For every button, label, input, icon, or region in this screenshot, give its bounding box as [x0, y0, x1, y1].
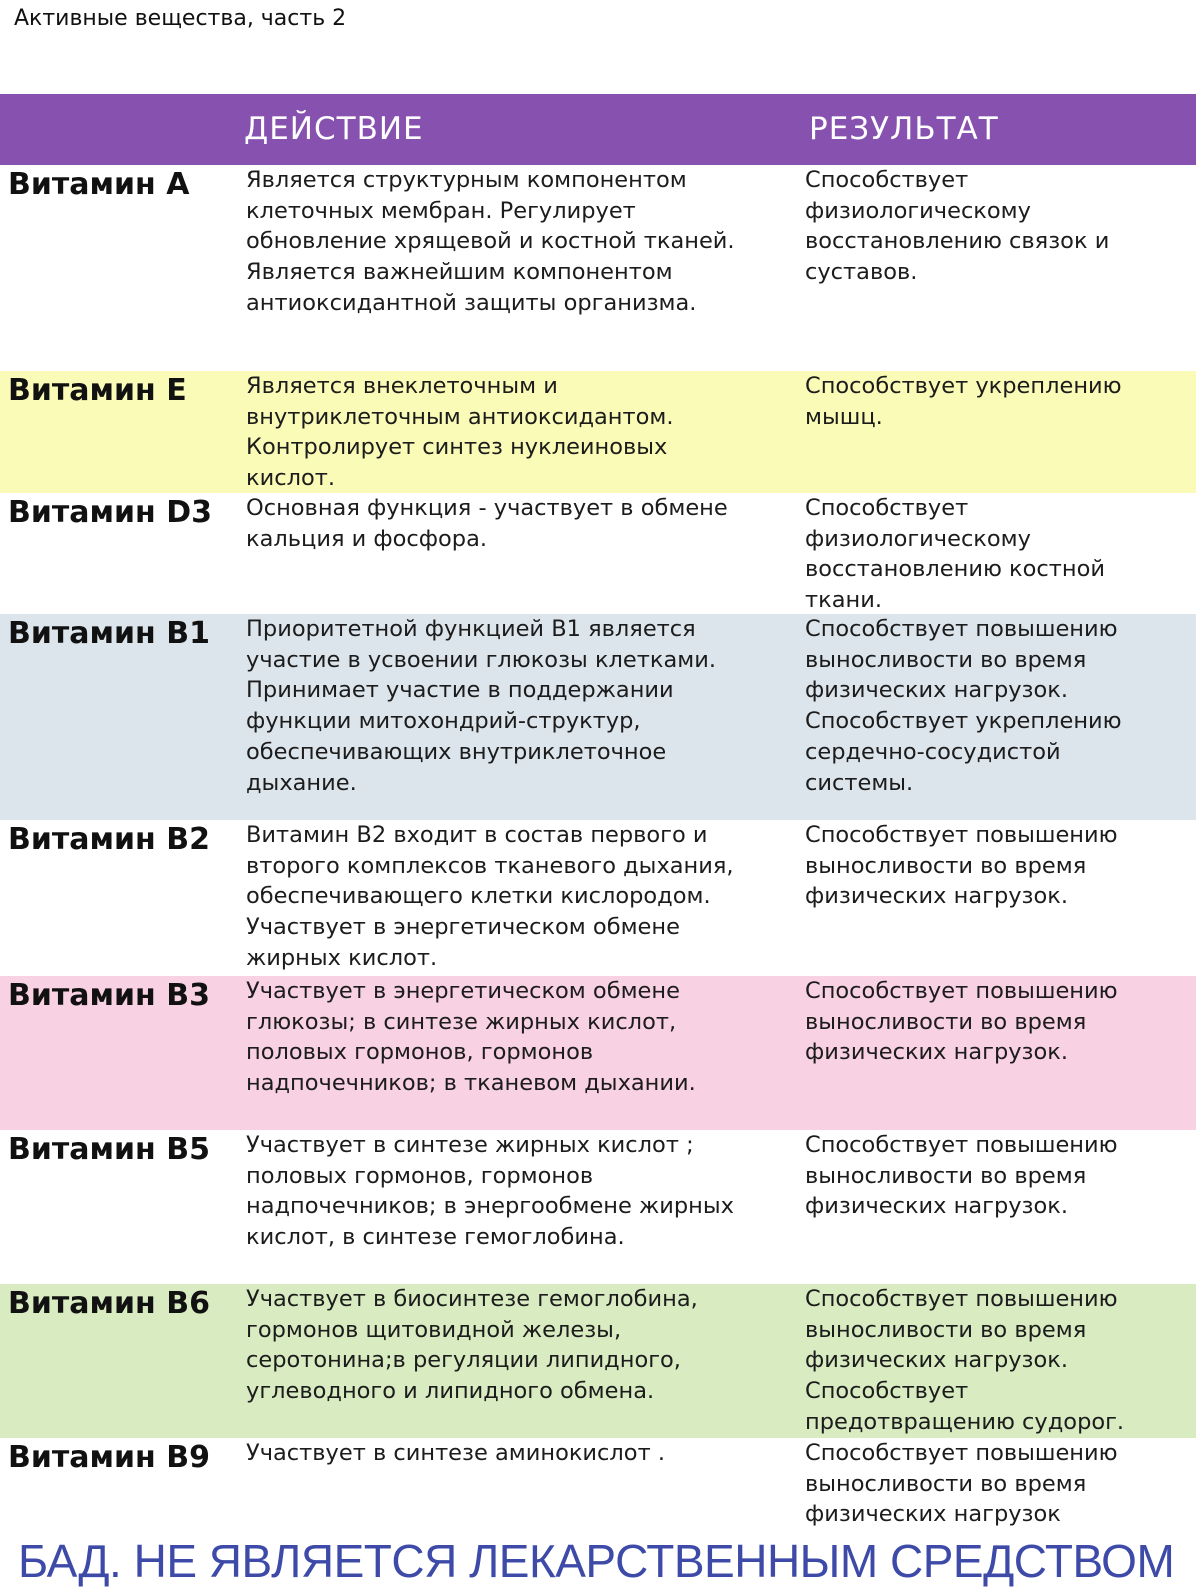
table-header	[0, 94, 1196, 165]
row-action: Основная функция - участвует в обмене кальция и фосфора.	[246, 495, 728, 552]
table-row	[0, 371, 1196, 493]
row-action: Является структурным компонентом клеточных мембран. Регулирует обновление хрящевой и костной тканей. Является важнейшим компонентом антиоксидантной защиты организма.	[246, 167, 735, 316]
row-result: Способствует укреплению мышц.	[805, 373, 1122, 430]
row-name: Витамин Е	[8, 373, 187, 408]
row-result: Способствует повышению выносливости во время физических нагрузок. Способствует укреплению сердечно-сосудистой системы.	[805, 616, 1122, 796]
row-name: Витамин D3	[8, 495, 213, 530]
row-action: Участвует в энергетическом обмене глюкозы; в синтезе жирных кислот, половых гормонов, гормонов надпочечников; в тканевом дыхании.	[246, 978, 696, 1097]
table-row	[0, 493, 1196, 614]
table-row	[0, 820, 1196, 976]
table-row	[0, 1284, 1196, 1438]
row-name: Витамин В5	[8, 1132, 210, 1167]
row-action: Витамин В2 входит в состав первого и второго комплексов тканевого дыхания, обеспечивающего клетки кислородом. Участвует в энергетическом обмене жирных кислот.	[246, 822, 734, 971]
row-action: Участвует в синтезе жирных кислот ; половых гормонов, гормонов надпочечников; в энергообмене жирных кислот, в синтезе гемоглобина.	[246, 1132, 734, 1251]
row-result: Способствует физиологическому восстановлению костной ткани.	[805, 495, 1105, 614]
disclaimer-footer: БАД. НЕ ЯВЛЯЕТСЯ ЛЕКАРСТВЕННЫМ СРЕДСТВОМ	[18, 1535, 1175, 1587]
header-action: ДЕЙСТВИЕ	[244, 111, 424, 147]
row-action: Участвует в синтезе аминокислот .	[246, 1440, 665, 1466]
table-row	[0, 1438, 1196, 1533]
row-result: Способствует повышению выносливости во время физических нагрузок	[805, 1440, 1118, 1528]
row-name: Витамин В2	[8, 822, 210, 857]
row-action: Является внеклеточным и внутриклеточным антиоксидантом. Контролирует синтез нуклеиновых кислот.	[246, 373, 674, 492]
row-result: Способствует повышению выносливости во время физических нагрузок.	[805, 978, 1118, 1066]
row-result: Способствует повышению выносливости во время физических нагрузок.	[805, 822, 1118, 910]
page-title: Активные вещества, часть 2	[14, 6, 347, 31]
row-action: Участвует в биосинтезе гемоглобина, гормонов щитовидной железы, серотонина;в регуляции липидного, углеводного и липидного обмена.	[246, 1286, 698, 1405]
table-row	[0, 614, 1196, 820]
row-result: Способствует физиологическому восстановлению связок и суставов.	[805, 167, 1110, 286]
row-result: Способствует повышению выносливости во время физических нагрузок. Способствует предотвращению судорог.	[805, 1286, 1125, 1435]
row-action: Приоритетной функцией В1 является участие в усвоении глюкозы клетками. Принимает участие в поддержании функции митохондрий-структур, обеспечивающих внутриклеточное дыхание.	[246, 616, 716, 796]
table-row	[0, 976, 1196, 1130]
row-result: Способствует повышению выносливости во время физических нагрузок.	[805, 1132, 1118, 1220]
row-name: Витамин В3	[8, 978, 210, 1013]
table-row	[0, 165, 1196, 371]
row-name: Витамин В6	[8, 1286, 210, 1321]
row-name: Витамин В9	[8, 1440, 210, 1475]
row-name: Витамин В1	[8, 616, 210, 651]
header-result: РЕЗУЛЬТАТ	[809, 111, 999, 147]
table-row	[0, 1130, 1196, 1284]
row-name: Витамин А	[8, 167, 190, 202]
